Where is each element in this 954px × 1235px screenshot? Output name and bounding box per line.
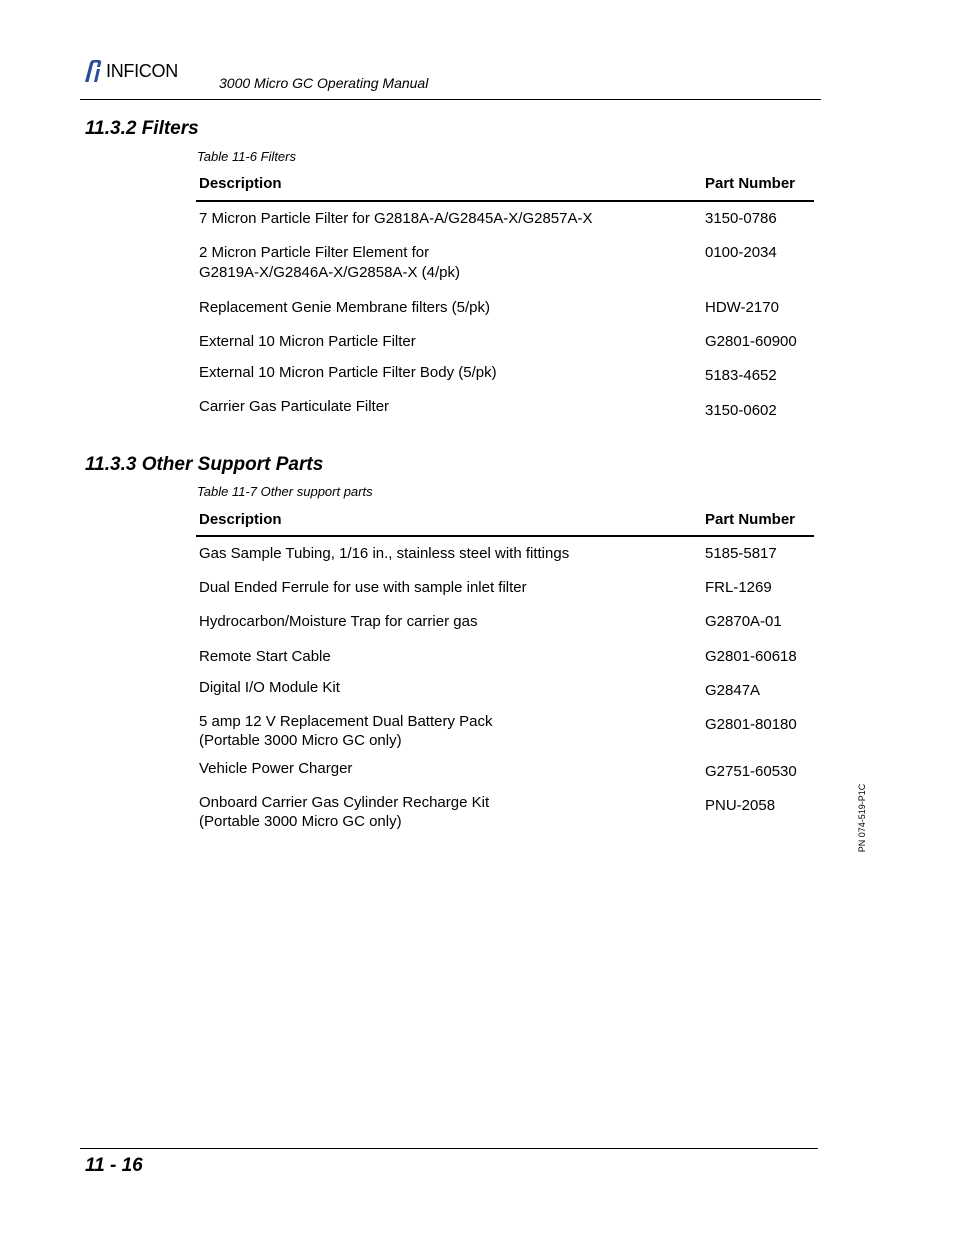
row-part-number: 3150-0602: [705, 402, 777, 419]
row-description-line-2: G2819A-X/G2846A-X/G2858A-X (4/pk): [199, 264, 460, 281]
row-description: 5 amp 12 V Replacement Dual Battery Pack: [199, 713, 493, 730]
row-description: Vehicle Power Charger: [199, 760, 353, 777]
row-description: Dual Ended Ferrule for use with sample inlet filter: [199, 579, 527, 596]
column-header-description: Description: [199, 511, 282, 528]
row-description: Onboard Carrier Gas Cylinder Recharge Kit: [199, 794, 490, 811]
row-part-number: FRL-1269: [705, 579, 772, 596]
row-description: 7 Micron Particle Filter for G2818A-A/G2845A-X/G2857A-X: [199, 210, 593, 227]
row-part-number: G2751-60530: [705, 763, 797, 780]
inficon-logo-icon: [82, 59, 104, 83]
row-description: External 10 Micron Particle Filter Body (5/pk): [199, 364, 497, 381]
inficon-logo: [82, 58, 178, 84]
column-header-part-number: Part Number: [705, 511, 796, 528]
row-part-number: 5183-4652: [705, 367, 777, 384]
header-rule: [80, 99, 821, 100]
row-part-number: G2801-60618: [705, 648, 797, 665]
row-part-number: 0100-2034: [705, 244, 777, 261]
row-part-number: 5185-5817: [705, 545, 777, 562]
row-part-number: HDW-2170: [705, 299, 779, 316]
section-heading: 11.3.2 Filters: [85, 118, 199, 139]
row-description: Gas Sample Tubing, 1/16 in., stainless steel with fittings: [199, 545, 570, 562]
column-header-part-number: Part Number: [705, 175, 796, 192]
row-part-number: PNU-2058: [705, 797, 776, 814]
row-part-number: G2801-60900: [705, 333, 797, 350]
row-part-number: G2870A-01: [705, 613, 782, 630]
row-description: Digital I/O Module Kit: [199, 679, 340, 696]
footer-rule: [80, 1148, 818, 1149]
row-part-number: G2847A: [705, 682, 761, 699]
row-description: 2 Micron Particle Filter Element for: [199, 244, 430, 261]
row-part-number: 3150-0786: [705, 210, 777, 227]
row-description-line-2: (Portable 3000 Micro GC only): [199, 732, 402, 749]
row-description: External 10 Micron Particle Filter: [199, 333, 416, 350]
row-part-number: G2801-80180: [705, 716, 797, 733]
section-heading: 11.3.3 Other Support Parts: [85, 454, 324, 475]
logo-text: INFICON: [106, 60, 178, 81]
table-caption: Table 11-6 Filters: [197, 149, 296, 164]
page-number: 11 - 16: [85, 1155, 143, 1176]
table-header-rule: [196, 535, 814, 537]
document-code: PN 074-519-P1C: [857, 783, 867, 853]
column-header-description: Description: [199, 175, 282, 192]
row-description: Remote Start Cable: [199, 648, 331, 665]
table-header-rule: [196, 200, 814, 202]
row-description: Hydrocarbon/Moisture Trap for carrier gas: [199, 613, 478, 630]
row-description-line-2: (Portable 3000 Micro GC only): [199, 813, 402, 830]
row-description: Carrier Gas Particulate Filter: [199, 398, 390, 415]
row-description: Replacement Genie Membrane filters (5/pk): [199, 299, 490, 316]
manual-title: 3000 Micro GC Operating Manual: [219, 75, 429, 91]
table-caption: Table 11-7 Other support parts: [197, 484, 373, 499]
